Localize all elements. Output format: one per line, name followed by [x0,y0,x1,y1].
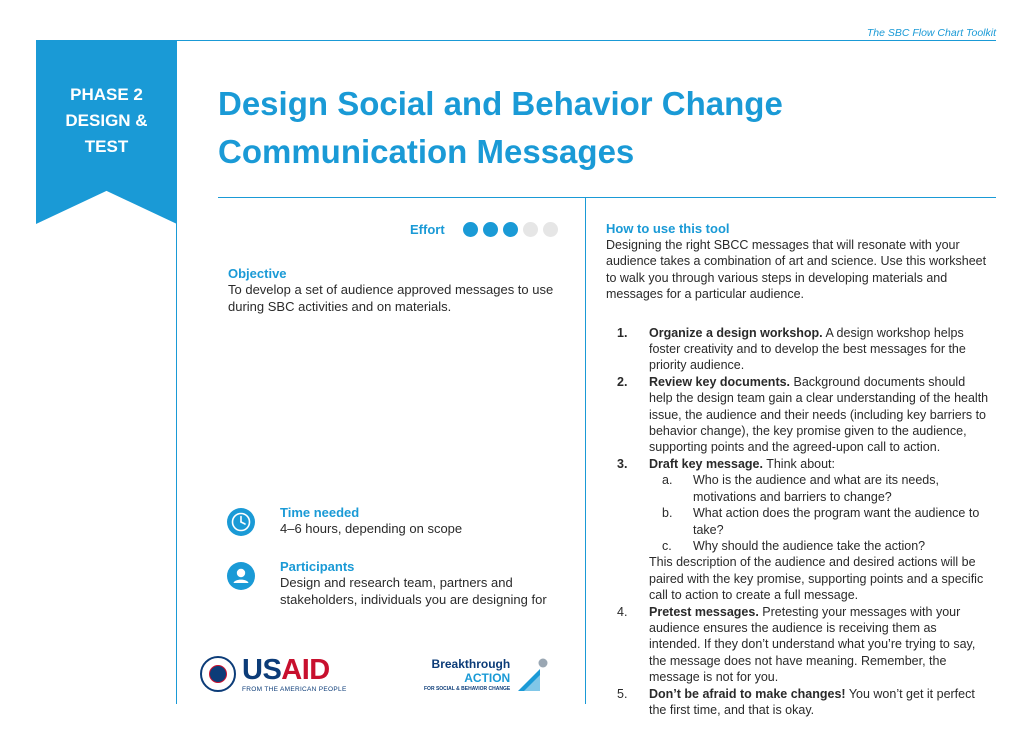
sub-text: What action does the program want the audience to take? [693,506,980,537]
step-item [606,686,991,719]
sub-text: Why should the audience take the action? [693,538,926,553]
participants-heading: Participants [280,559,355,574]
sub-list [649,472,991,554]
page-title-line2: Communication Messages [218,133,635,170]
phase-number: PHASE 2 [70,85,143,104]
how-to-heading: How to use this tool [606,221,730,236]
usaid-aid: AID [281,654,330,686]
sub-item [649,505,991,538]
objective-heading: Objective [228,266,287,281]
step-text: A design workshop helps foster creativity and to develop the best messages for the priority audience. [649,325,966,373]
sub-letter: a. [662,473,673,488]
effort-label: Effort [410,222,445,237]
step-item [606,325,991,374]
page-title-line1: Design Social and Behavior Change [218,85,783,122]
title-rule [218,197,996,198]
step-text: Background documents should help the design team gain a clear understanding of the health issue, the audience and their needs (including key barriers to behavior change), the key promise given to the audience, supporting points and the agreed-upon call to action. [649,374,989,455]
step-title: Organize a design workshop. [649,325,823,340]
sub-item [649,538,991,554]
step-text: Pretesting your messages with your audience ensures the audience is receiving them as intended. If they don’t understand what you’re trying to say, the message does not have meaning. Remember, the message is not for you. [649,604,976,685]
ba-line2: ACTION [464,671,511,685]
ba-line3: FOR SOCIAL & BEHAVIOR CHANGE [424,686,511,692]
how-to-section [606,221,991,718]
breakthrough-action-logo [424,657,552,700]
column-divider [585,197,586,704]
time-needed-text: 4–6 hours, depending on scope [280,521,463,536]
usaid-us: US [242,654,282,686]
step-number: 2. [617,374,628,389]
time-needed-section [280,505,560,537]
side-rule [176,40,177,704]
phase-label [36,82,177,160]
step-number: 4. [617,604,628,619]
usaid-logo [200,655,347,693]
step-title: Don’t be afraid to make changes! [649,686,846,701]
top-rule [36,40,996,41]
page-title [218,80,938,176]
step-title: Review key documents. [649,374,791,389]
participants-text: Design and research team, partners and stakeholders, individuals you are designing for [280,575,547,607]
step-item [606,374,991,456]
usaid-seal-icon [200,656,236,692]
effort-dot-filled [483,222,498,237]
effort-dot-empty [543,222,558,237]
participants-section [280,559,560,608]
step-title: Pretest messages. [649,604,759,619]
step-item [606,456,991,604]
phase-name-line2: TEST [84,137,129,156]
clock-icon [227,508,255,536]
step-after-text: This description of the audience and desired actions will be paired with the key promise, supporting points and a specific call to action to create a full message. [649,555,984,603]
objective-section [228,266,558,315]
step-text: Think about: [762,456,835,471]
time-needed-heading: Time needed [280,505,360,520]
steps-list [606,325,991,719]
objective-text: To develop a set of audience approved messages to use during SBC activities and on materials. [228,282,554,314]
effort-dots [463,222,563,237]
usaid-tagline: FROM THE AMERICAN PEOPLE [242,686,347,693]
sub-text: Who is the audience and what are its needs, motivations and barriers to change? [693,473,939,504]
effort-dot-filled [463,222,478,237]
sub-letter: c. [662,538,672,553]
person-icon [227,562,255,590]
step-number: 5. [617,686,628,701]
effort-dot-empty [523,222,538,237]
toolkit-name: The SBC Flow Chart Toolkit [866,27,996,39]
step-item [606,604,991,686]
ba-mark-icon [514,657,552,700]
step-title: Draft key message. [649,456,763,471]
effort-rating [410,222,563,237]
step-number: 3. [617,456,628,471]
step-number: 1. [617,325,628,340]
sub-letter: b. [662,506,673,521]
phase-name-line1: DESIGN & [65,111,148,130]
sub-item [649,472,991,505]
how-to-intro: Designing the right SBCC messages that will resonate with your audience takes a combination of art and science. Use this worksheet to walk you through various steps in developing materials and messages for a particular audience. [606,238,987,302]
ba-line1: Breakthrough [431,657,511,671]
effort-dot-filled [503,222,518,237]
step-text: You won’t get it perfect the first time, and that is okay. [649,686,975,717]
